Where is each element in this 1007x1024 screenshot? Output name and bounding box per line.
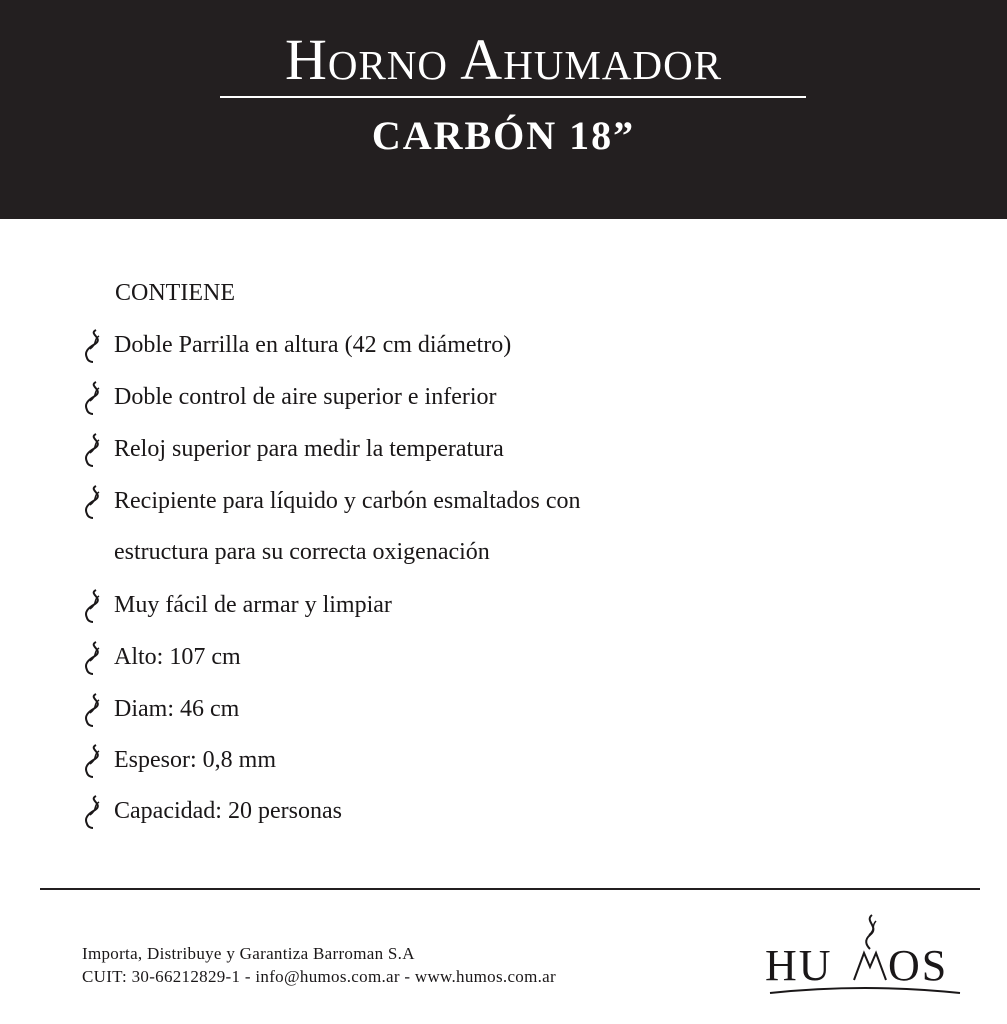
feature-text-continuation: estructura para su correcta oxigenación [114,539,490,565]
footer-company-line: Importa, Distribuye y Garantiza Barroman S.A [82,944,415,963]
feature-item [78,482,978,522]
brand-logo-text-left: HU [765,941,833,990]
feature-item [78,326,978,366]
smoke-icon [78,792,106,832]
smoke-icon [78,482,106,522]
section-label: CONTIENE [115,280,235,306]
smoke-icon [78,378,106,418]
brand-logo [760,905,970,1000]
feature-text: Doble control de aire superior e inferior [114,384,497,410]
title-divider [220,96,806,98]
feature-text: Muy fácil de armar y limpiar [114,592,392,618]
feature-item [78,586,978,626]
header-banner [0,0,1007,219]
smoke-icon [78,741,106,781]
feature-text: Reloj superior para medir la temperatura [114,436,504,462]
feature-text: Espesor: 0,8 mm [114,747,276,773]
smoke-icon [78,690,106,730]
feature-text: Doble Parrilla en altura (42 cm diámetro) [114,332,512,358]
feature-item [78,378,978,418]
feature-item [78,792,978,832]
feature-text: Diam: 46 cm [114,696,240,722]
page-subtitle: CARBÓN 18” [371,113,636,158]
page-title: Horno Ahumador [284,27,723,92]
footer-divider [40,888,980,890]
feature-text: Alto: 107 cm [114,644,241,670]
smoke-icon [78,586,106,626]
footer-contact-line: CUIT: 30-66212829-1 - info@humos.com.ar - www.humos.com.ar [82,967,556,986]
smoke-icon [78,638,106,678]
feature-item [78,741,978,781]
feature-item [78,430,978,470]
feature-text: Recipiente para líquido y carbón esmaltados con [114,488,581,514]
brand-logo-text-right: OS [888,941,949,990]
feature-item [78,638,978,678]
smoke-icon [78,326,106,366]
smoke-icon [78,430,106,470]
feature-item [78,690,978,730]
feature-text: Capacidad: 20 personas [114,798,342,824]
brand-logo-mark [760,905,970,1000]
